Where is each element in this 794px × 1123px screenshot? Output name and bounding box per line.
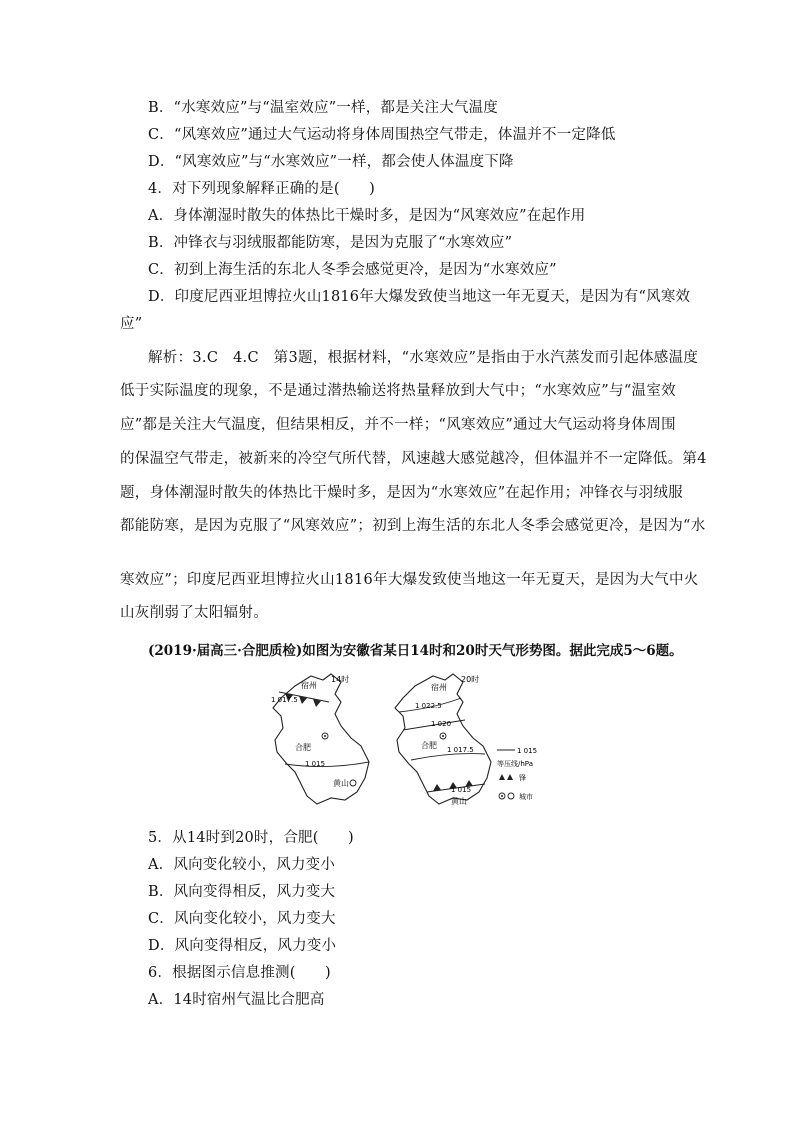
right-iso-1022-label: 1 022.5 — [415, 702, 442, 710]
right-huangshan-label: 黄山 — [451, 797, 467, 806]
right-isobar-1017 — [411, 754, 485, 760]
right-iso-1017-label: 1 017.5 — [447, 746, 474, 754]
left-suzhou-label: 宿州 — [301, 681, 317, 690]
weather-map-figure — [265, 668, 565, 818]
right-iso-1015-label: 1 015 — [451, 786, 472, 794]
legend-city-marker-2 — [508, 793, 514, 799]
left-iso-1015-label: 1 015 — [305, 760, 326, 768]
right-hefei-label: 合肥 — [421, 741, 437, 750]
q5-option-c: C．风向变化较小，风力变大 — [148, 911, 336, 927]
q3-option-b: B．“水寒效应”与“温室效应”一样，都是关注大气温度 — [148, 100, 499, 116]
legend-front-triangle-1 — [499, 774, 505, 780]
right-iso-1020-label: 1 020 — [431, 720, 452, 728]
q4-option-c: C．初到上海生活的东北人冬季会感觉更冷，是因为“水寒效应” — [148, 262, 557, 278]
weather-map-svg — [265, 668, 565, 818]
right-front-triangle-1 — [433, 784, 441, 791]
q4-stem: 4．对下列现象解释正确的是( ) — [148, 181, 375, 197]
q4-option-b: B．冲锋衣与羽绒服都能防寒，是因为克服了“水寒效应” — [148, 235, 513, 251]
right-suzhou-label: 宿州 — [431, 683, 447, 692]
explanation-line-5: 题，身体潮湿时散失的体热比干燥时多，是因为“水寒效应”在起作用；冲锋衣与羽绒服 — [120, 485, 684, 501]
left-iso-1017-label: 1 017.5 — [271, 696, 298, 704]
explanation-line-1: 解析：3.C 4.C 第3题，根据材料，“水寒效应”是指由于水汽蒸发而引起体感温度 — [148, 350, 699, 366]
explanation-line-7: 寒效应”；印度尼西亚坦博拉火山1816年大爆发致使当地这一年无夏天，是因为大气中火 — [120, 572, 699, 588]
q6-option-a: A．14时宿州气温比合肥高 — [148, 992, 325, 1008]
question-group-intro: (2019·届高三·合肥质检)如图为安徽省某日14时和20时天气形势图。据此完成5～6题。 — [148, 643, 683, 659]
q5-option-b: B．风向变得相反，风力变大 — [148, 884, 336, 900]
legend-front-triangle-2 — [507, 774, 513, 780]
explanation-line-6: 都能防寒，是因为克服了“风寒效应”；初到上海生活的东北人冬季会感觉更冷，是因为“水 — [120, 518, 706, 534]
explanation-line-4: 的保温空气带走，被新来的冷空气所代替，风速越大感觉越冷，但体温并不一定降低。第4 — [120, 451, 707, 467]
legend-iso-value: 1 015 — [517, 747, 538, 755]
q5-option-d: D．风向变得相反，风力变小 — [148, 938, 337, 954]
right-time-label: 20时 — [461, 675, 480, 684]
q5-option-a: A．风向变化较小，风力变小 — [148, 857, 336, 873]
q6-stem: 6．根据图示信息推测( ) — [148, 965, 331, 981]
q4-option-d-line2: 应” — [120, 316, 143, 332]
left-hefei-label: 合肥 — [295, 743, 311, 752]
legend-isobar-label: 等压线/hPa — [497, 760, 533, 768]
legend-front-label: 锋 — [519, 774, 526, 782]
explanation-line-2: 低于实际温度的现象，不是通过潜热输送将热量释放到大气中；“水寒效应”与“温室效 — [120, 383, 676, 399]
left-huangshan-marker — [350, 780, 356, 786]
q5-stem: 5．从14时到20时，合肥( ) — [148, 830, 354, 846]
left-isobar-1015 — [285, 762, 369, 767]
explanation-line-8: 山灰削弱了太阳辐射。 — [120, 605, 268, 621]
left-huangshan-label: 黄山 — [333, 779, 349, 788]
q3-option-c: C．“风寒效应”通过大气运动将身体周围热空气带走，体温并不一定降低 — [148, 127, 616, 143]
left-time-label: 14时 — [331, 675, 350, 684]
q4-option-d-line1: D．印度尼西亚坦博拉火山1816年大爆发致使当地这一年无夏天，是因为有“风寒效 — [148, 289, 691, 305]
legend-city-label: 城市 — [519, 793, 533, 801]
q3-option-d: D．“风寒效应”与“水寒效应”一样，都会使人体温度下降 — [148, 154, 514, 170]
explanation-line-3: 应”都是关注大气温度，但结果相反，并不一样；“风寒效应”通过大气运动将身体周围 — [120, 417, 676, 433]
q4-option-a: A．身体潮湿时散失的体热比干燥时多，是因为“风寒效应”在起作用 — [148, 208, 586, 224]
